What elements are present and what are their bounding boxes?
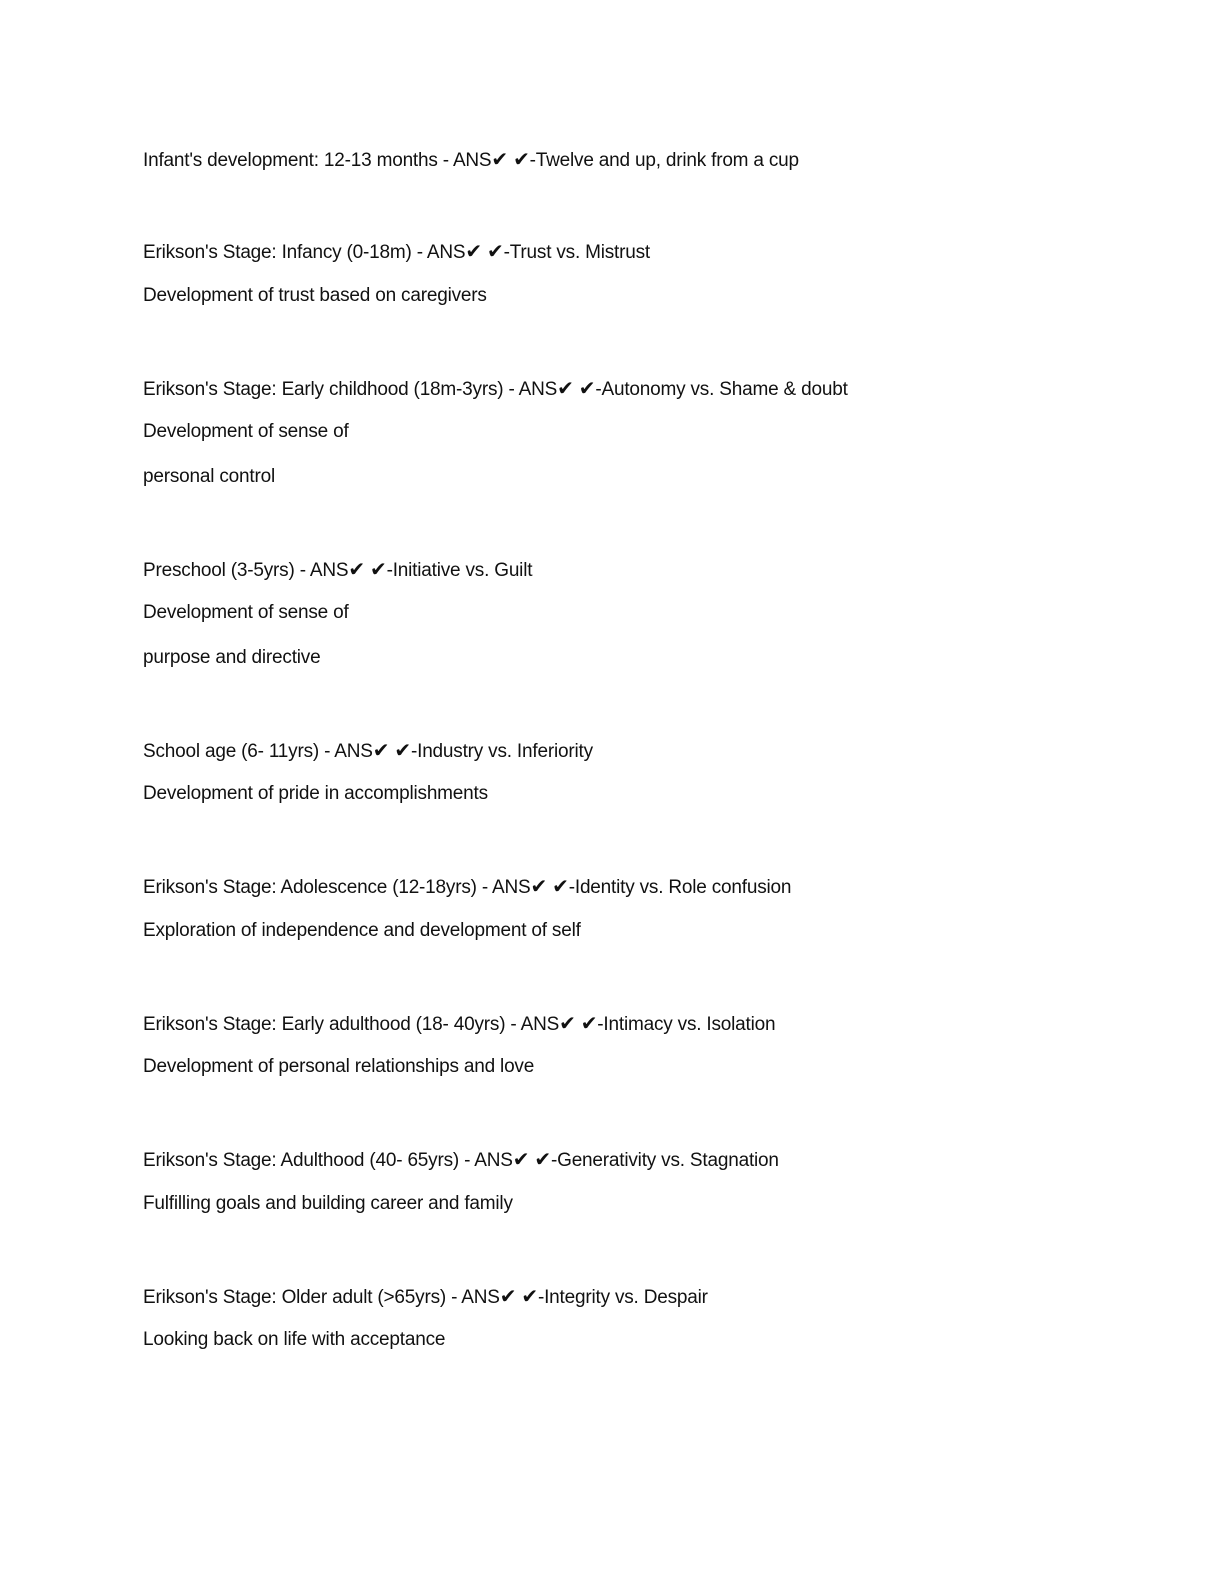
document-body [143, 137, 1143, 1410]
question-line: Preschool (3-5yrs) - ANS✔ ✔-Initiative vs. Guilt [143, 556, 533, 581]
check-icon: ✔ [521, 1283, 538, 1308]
qa-block [143, 547, 1143, 681]
qa-block [143, 1137, 1143, 1226]
question-text: Erikson's Stage: Infancy (0-18m) [143, 242, 412, 263]
check-icon: ✔ [513, 147, 530, 171]
answer-text: Industry vs. Inferiority [417, 740, 593, 762]
answer-text: Initiative vs. Guilt [392, 559, 533, 581]
question-text: Erikson's Stage: Older adult (>65yrs) [143, 1286, 447, 1308]
question-line: Infant's development: 12-13 months - ANS✔ ✔-Twelve and up, drink from a cup [143, 147, 799, 171]
question-text: Erikson's Stage: Early childhood (18m-3yrs) [143, 378, 504, 400]
check-icon: ✔ [552, 874, 569, 898]
ans-label: ANS [309, 559, 349, 581]
check-icon: ✔ [370, 556, 387, 581]
separator: - [446, 1286, 462, 1308]
separator: - [476, 877, 493, 898]
separator: - [319, 740, 335, 762]
separator: - [503, 378, 519, 400]
separator: - [437, 150, 453, 171]
check-icon: ✔ [580, 1010, 598, 1035]
ans-label: ANS [492, 877, 531, 898]
question-line: Erikson's Stage: Early adulthood (18- 40yrs) - ANS✔ ✔-Intimacy vs. Isolation [143, 1010, 776, 1035]
separator: - [411, 242, 427, 263]
question-text: Erikson's Stage: Adolescence (12-18yrs) [143, 877, 477, 898]
check-icon: ✔ [372, 737, 390, 762]
question-line: Erikson's Stage: Adolescence (12-18yrs) - ANS✔ ✔-Identity vs. Role confusion [143, 874, 792, 898]
detail-line: Looking back on life with acceptance [143, 1329, 446, 1350]
qa-block [143, 137, 1143, 182]
check-icon: ✔ [512, 1147, 530, 1171]
qa-block [143, 1274, 1143, 1363]
ans-label: ANS [474, 1150, 513, 1171]
answer-text: Trust vs. Mistrust [509, 242, 651, 263]
check-icon: ✔ [348, 556, 365, 581]
ans-label: ANS [461, 1286, 500, 1308]
check-icon: ✔ [534, 1147, 551, 1171]
ans-label: ANS [452, 150, 492, 171]
check-icon: ✔ [530, 874, 548, 898]
qa-block [143, 864, 1143, 953]
separator: - [505, 1013, 521, 1035]
check-icon: ✔ [559, 1010, 576, 1035]
qa-block [143, 366, 1143, 500]
question-line: Erikson's Stage: Adulthood (40- 65yrs) - ANS✔ ✔-Generativity vs. Stagnation [143, 1147, 779, 1171]
detail-line: purpose and directive [143, 646, 321, 668]
check-icon: ✔ [499, 1283, 517, 1308]
answer-text: Intimacy vs. Isolation [603, 1013, 776, 1035]
detail-line: Development of sense of [143, 602, 349, 623]
check-icon: ✔ [394, 737, 411, 762]
question-text: School age (6- 11yrs) [143, 740, 320, 762]
ans-label: ANS [518, 378, 558, 400]
answer-text: Twelve and up, drink from a cup [535, 150, 799, 171]
separator: - [459, 1150, 475, 1171]
ans-label: ANS [334, 740, 373, 762]
question-line: Erikson's Stage: Older adult (>65yrs) - ANS✔ ✔-Integrity vs. Despair [143, 1283, 708, 1308]
answer-text: Identity vs. Role confusion [574, 877, 792, 898]
qa-block [143, 1001, 1143, 1090]
detail-line: Exploration of independence and development of self [143, 919, 581, 941]
separator: - [294, 559, 310, 581]
detail-line: Development of trust based on caregivers [143, 284, 487, 306]
qa-block [143, 728, 1143, 817]
detail-line: Development of personal relationships and love [143, 1056, 535, 1077]
ans-label: ANS [426, 242, 466, 263]
check-icon: ✔ [465, 239, 482, 263]
qa-block [143, 229, 1143, 318]
question-line: Erikson's Stage: Early childhood (18m-3yrs) - ANS✔ ✔-Autonomy vs. Shame & doubt [143, 375, 848, 400]
answer-text: Autonomy vs. Shame & doubt [601, 378, 848, 400]
check-icon: ✔ [491, 147, 508, 171]
check-icon: ✔ [557, 375, 574, 400]
question-text: Infant's development: 12-13 months [143, 150, 438, 171]
detail-line: Development of sense of [143, 421, 349, 442]
check-icon: ✔ [578, 375, 596, 400]
answer-text: Integrity vs. Despair [544, 1286, 708, 1308]
ans-label: ANS [520, 1013, 560, 1035]
check-icon: ✔ [487, 239, 504, 263]
question-line: School age (6- 11yrs) - ANS✔ ✔-Industry vs. Inferiority [143, 737, 593, 762]
answer-text: Generativity vs. Stagnation [557, 1150, 779, 1171]
question-text: Erikson's Stage: Adulthood (40- 65yrs) [143, 1150, 460, 1171]
detail-line: Fulfilling goals and building career and family [143, 1192, 513, 1214]
question-line: Erikson's Stage: Infancy (0-18m) - ANS✔ ✔-Trust vs. Mistrust [143, 239, 651, 263]
question-text: Preschool (3-5yrs) [143, 559, 295, 581]
detail-line: Development of pride in accomplishments [143, 783, 488, 804]
detail-line: personal control [143, 465, 275, 487]
question-text: Erikson's Stage: Early adulthood (18- 40yrs) [143, 1013, 506, 1035]
